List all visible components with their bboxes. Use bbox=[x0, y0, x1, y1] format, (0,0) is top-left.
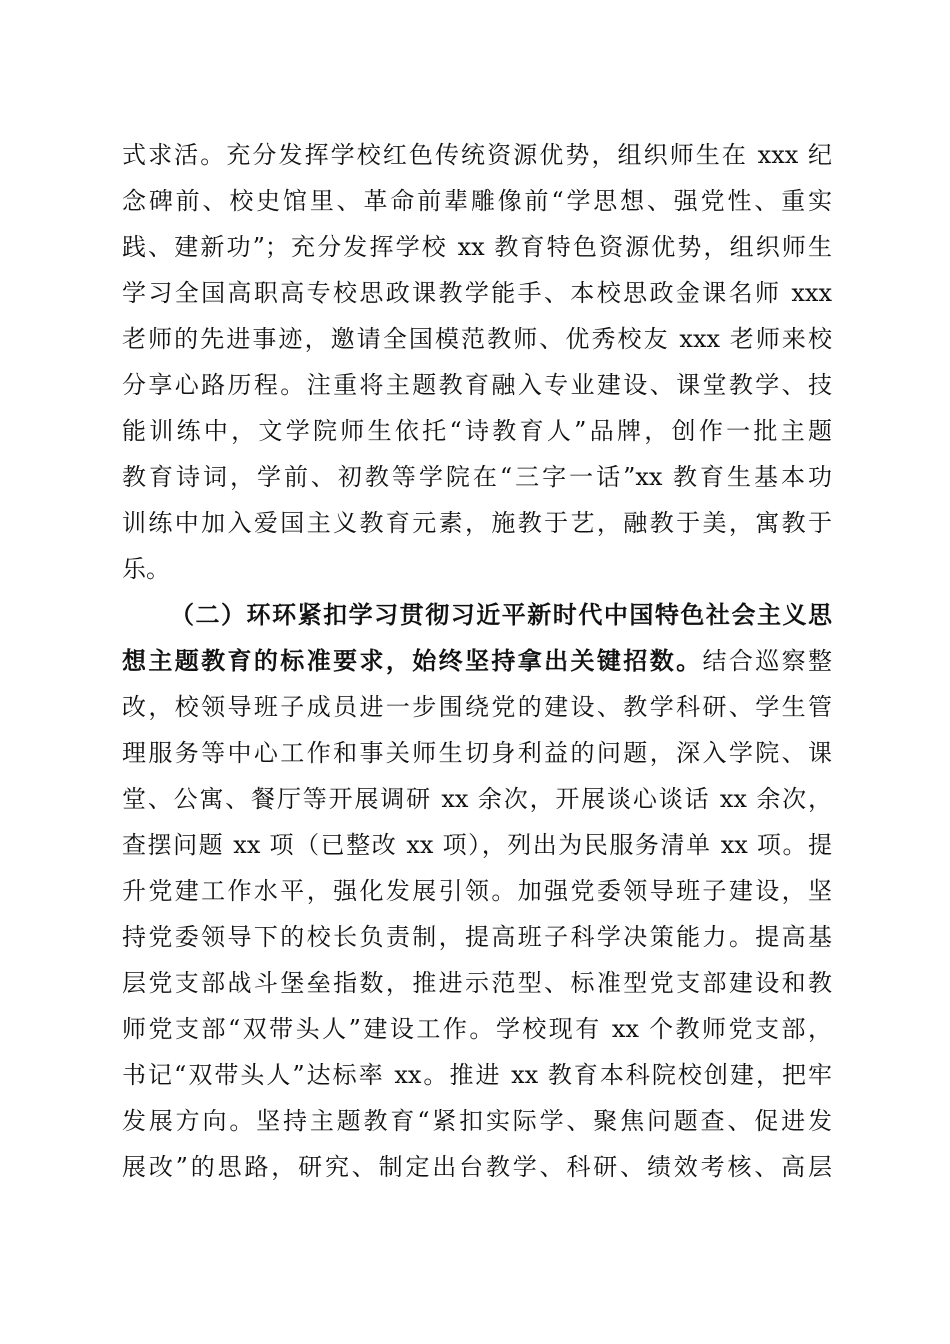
bold-heading-text: 想主题教育的标准要求，始终坚持拿出关键招数。 bbox=[122, 646, 703, 675]
paragraph-text: 能训练中，文学院师生依托“诗教育人”品牌，创作一批主题 bbox=[122, 417, 832, 445]
paragraph-text: 念碑前、校史馆里、革命前辈雕像前“学思想、强党性、重实 bbox=[122, 187, 832, 215]
paragraph-text: 分享心路历程。注重将主题教育融入专业建设、课堂教学、技 bbox=[122, 371, 832, 399]
body-text bbox=[122, 132, 832, 1190]
paragraph-text: 乐。 bbox=[122, 555, 170, 583]
bold-heading-text: （二）环环紧扣学习贯彻习近平新时代中国特色社会主义思 bbox=[170, 600, 832, 629]
text-line bbox=[122, 914, 832, 960]
paragraph-text: 师党支部“双带头人”建设工作。学校现有 xx 个教师党支部， bbox=[122, 1015, 832, 1043]
text-line bbox=[122, 638, 832, 684]
text-line bbox=[122, 454, 832, 500]
text-line bbox=[122, 270, 832, 316]
paragraph-text: 学习全国高职高专校思政课教学能手、本校思政金课名师 xxx bbox=[122, 279, 832, 307]
text-line bbox=[122, 500, 832, 546]
paragraph-text: 训练中加入爱国主义教育元素，施教于艺，融教于美，寓教于 bbox=[122, 509, 832, 537]
text-line bbox=[122, 316, 832, 362]
paragraph-text: 教育诗词，学前、初教等学院在“三字一话”xx 教育生基本功 bbox=[122, 463, 832, 491]
paragraph-text: 持党委领导下的校长负责制，提高班子科学决策能力。提高基 bbox=[122, 923, 832, 951]
text-line bbox=[122, 1052, 832, 1098]
paragraph-text: 改，校领导班子成员进一步围绕党的建设、教学科研、学生管 bbox=[122, 693, 832, 721]
paragraph-text: 查摆问题 xx 项（已整改 xx 项），列出为民服务清单 xx 项。提 bbox=[122, 831, 832, 859]
paragraph-text: 结合巡察整 bbox=[702, 647, 833, 675]
paragraph-text: 老师的先进事迹，邀请全国模范教师、优秀校友 xxx 老师来校 bbox=[122, 325, 832, 353]
paragraph-text: 发展方向。坚持主题教育“紧扣实际学、聚焦问题查、促进发 bbox=[122, 1107, 832, 1135]
paragraph-text: 践、建新功”；充分发挥学校 xx 教育特色资源优势，组织师生 bbox=[122, 233, 832, 261]
paragraph-text: 展改”的思路，研究、制定出台教学、科研、绩效考核、高层 bbox=[122, 1153, 832, 1181]
paragraph-text: 层党支部战斗堡垒指数，推进示范型、标准型党支部建设和教 bbox=[122, 969, 832, 997]
text-line bbox=[122, 362, 832, 408]
text-line bbox=[122, 684, 832, 730]
paragraph-text: 堂、公寓、餐厅等开展调研 xx 余次，开展谈心谈话 xx 余次， bbox=[122, 785, 832, 813]
text-line bbox=[122, 1144, 832, 1190]
text-line bbox=[122, 408, 832, 454]
paragraph-text: 式求活。充分发挥学校红色传统资源优势，组织师生在 xxx 纪 bbox=[122, 141, 832, 169]
text-line bbox=[122, 1098, 832, 1144]
text-line bbox=[122, 592, 832, 638]
text-line bbox=[122, 224, 832, 270]
text-line bbox=[122, 960, 832, 1006]
paragraph-text: 理服务等中心工作和事关师生切身利益的问题，深入学院、课 bbox=[122, 739, 832, 767]
text-line bbox=[122, 822, 832, 868]
text-line bbox=[122, 776, 832, 822]
text-line bbox=[122, 1006, 832, 1052]
text-line bbox=[122, 730, 832, 776]
text-line bbox=[122, 868, 832, 914]
paragraph-text: 升党建工作水平，强化发展引领。加强党委领导班子建设，坚 bbox=[122, 877, 832, 905]
text-line bbox=[122, 132, 832, 178]
paragraph-text: 书记“双带头人”达标率 xx。推进 xx 教育本科院校创建，把牢 bbox=[122, 1061, 832, 1089]
text-line bbox=[122, 178, 832, 224]
text-line bbox=[122, 546, 832, 592]
